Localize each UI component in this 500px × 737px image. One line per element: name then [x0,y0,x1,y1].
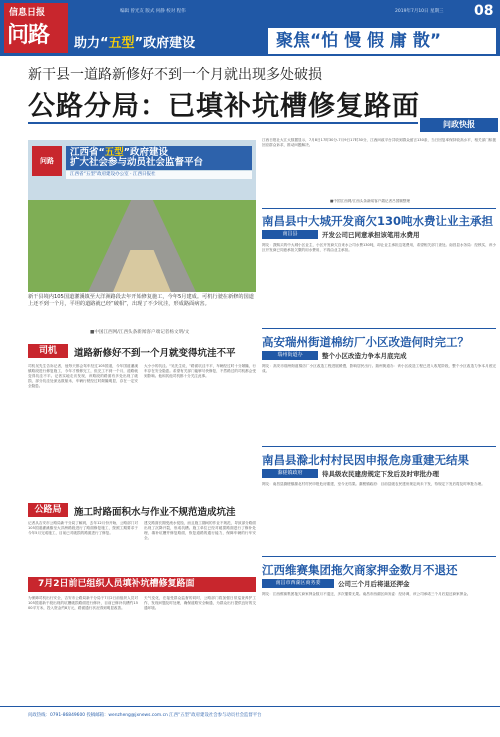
page-number: 08 [474,3,494,19]
brand-top-text: 信息日报 [9,8,46,18]
news-item-body: 网友：南昌县滁槎镇滁北村村民申报危房重建，至今无结果。滁槎镇政府：目前县级农民建房规定尚未下发，待规定下发后将及时审批办理。 [262,482,485,486]
news-item-title: 南昌县中大城开发商欠130吨水费让业主承担 [262,214,494,228]
section-title-driver: 道路新修好不到一个月就变得坑洼不平 [74,348,236,359]
brand-logo [4,3,68,53]
news-item-tag: 滁槎镇政府 [262,469,318,478]
section-label-bureau: 公路局 [28,503,68,517]
headline-rule [28,122,418,124]
section-title-repair: 7月2日前已组织人员填补坑槽修复路面 [28,577,256,592]
section-title-bureau: 施工时路面积水与作业不规范造成坑洼 [74,507,236,518]
news-item-subtitle: 开发公司已同意承担该笔用水费用 [322,231,420,239]
article-kicker: 新干县一道路新修好不到一个月就出现多处破损 [28,67,322,83]
section-body-driver-left: 司机吴先生告诉记者，他每天都会驾车经过105国道，今年国道灌溪镇路段进行修复施工，今年才维修完工，但完工不到一个月，道路就变得坑洼不平。记者实地走访发现，该路段的路面有多处出现了破损，部分坑洼处深达数厘米，车辆行驶经过时颠簸明显，存在一定安全隐患。 [28,364,138,388]
item-divider [262,556,496,557]
news-item-title: 南昌县滁北村村民因申报危房重建无结果 [262,453,469,467]
news-item-subtitle: 待具级农民建房规定下发后及时审批办理 [322,470,439,478]
section-body-driver-right: 大小小的坑洼。“吴先生说，”路面坑洼不平，车辆经过时十分颠簸，行车存在安全隐患。希望有关部门能够尽快修复，不然路过的司机都会受到影响。他和其他司机都十分关注此事。 [144,364,256,378]
issue-date: 2019年7月10日 星期三 [395,9,444,14]
news-item-title: 高安瑞州街道棉纺厂小区改造何时完工？ [262,335,469,349]
brand-main-text: 问路 [7,23,50,48]
news-item-tag: 南昌县 [262,230,318,239]
promo-subtitle: 江西省“五型”政府建设办公室 · 江西日报社 [66,171,252,179]
item-divider [262,328,496,329]
news-item-body: 网友：江西维赛集团拖欠商家押金数月不退还，多次催要无果。南昌市西湖区商务委：经协调，该公司承诺三个月后退还商家押金。 [262,592,471,596]
item-divider [262,208,496,209]
section-body-bureau-left: 记者从吉安市公路局新干分局了解到，去年12月份开始，公路部门对105国道灌溪镇至大洋洲路段进行了路面修复施工，按照工期要求于今年5月完成施工，目前已对破损的路面进行了修复。 [28,521,138,535]
promo-title: 江西省“五型”政府建设 扩大社会参与动员社会监督平台 [66,146,252,170]
item-divider [262,446,496,447]
news-item-subtitle: 整个小区改造力争本月底完成 [322,352,407,360]
photo-credit: ■中国江西网/江西头条新闻客户端记者杨文明/文 [90,330,190,335]
right-intro-credit: ■中国江西网/江西头条新闻客户端记者吕国顺整理 [330,199,411,203]
editor-strip: 编辑 曾光友 版式 何静 校对 程伟 [120,9,186,14]
page-footer [0,706,500,737]
section-body-repair-left: 为保障司机出行安全，吉安市公路局新干分局于7月2日前组织人员对105国道新干段出现的坑槽破损路面进行修补，目前已修补坑槽约1500平方米，投入资金约8万元，路面通行状况得到明显改善。 [28,596,138,610]
news-item-title: 江西维赛集团拖欠商家押金数月不退还 [262,563,458,577]
section-banner-left: 助力“五型”政府建设 [74,36,196,51]
footer-text: 问政热线：0791-86849600 投稿邮箱：wenzheng@jxnews.com.cn 江西“五型”政府建设社会参与动员社会监督平台 [28,713,262,718]
photo-caption: 新干县境内105国道灌溪镇至大洋洲路段去年开始修复施工，今年5月建成。可机行驶在新修的国道上还不到一个月，平坦的道路就已经“破相”，出现了不少坑洼，形成路面病害。 [28,294,254,307]
section-body-bureau-right: 建交路面长期受流水侵蚀，而且施工期间的作业不规范，导致部分路面出现了沉降开裂，形成坑槽。施工单位已经对破损路面进行了修补处理，填补坑槽并修复路面，恢复道路的通行能力，保障车辆的行车安全。 [144,521,256,540]
news-item-subtitle: 公司三个月后将退还押金 [338,580,410,588]
section-label-driver: 司机 [28,344,68,358]
right-column-label: 问政快报 [420,118,498,132]
news-item-body: 网友：高安市瑞州街道棉纺厂小区改造工程进展缓慢，影响居民出行。瑞州街道办：该小区改造工程已进入收尾阶段，整个小区改造力争本月底完成。 [262,364,496,373]
right-intro: 江西日报社大江大数据显示，7月8日17时30分-7月9日17时30分，江西问政平台共收到群众留言130条，当日回复率保持较高水平，相关部门积极回应群众诉求，推动问题解决。 [262,138,496,147]
article-headline: 公路分局：已填补坑槽修复路面 [28,91,420,122]
section-banner-right: 聚焦“怕 慢 假 庸 散” [268,28,496,54]
news-item-body: 网友：我购买的中大城小区业主，小区开发商欠自来水公司水费130吨，却让业主承担这笔费用，希望相关部门查处。南昌县水务局：经核实，该小区开发商已同意承担欠缴的用水费用，不再由业主承担。 [262,243,496,252]
news-item-tag: 南昌市西湖区商务委 [262,579,334,588]
section-body-repair-right: 天气变化，在接受群众监督的同时，公路部门将加强日常巡查养护工作，发现问题及时处理，确保道路安全畅通，为群众出行提供良好的交通环境。 [144,596,256,610]
news-item-tag: 瑞州街道办 [262,351,318,360]
promo-badge: 问路 [32,146,62,176]
